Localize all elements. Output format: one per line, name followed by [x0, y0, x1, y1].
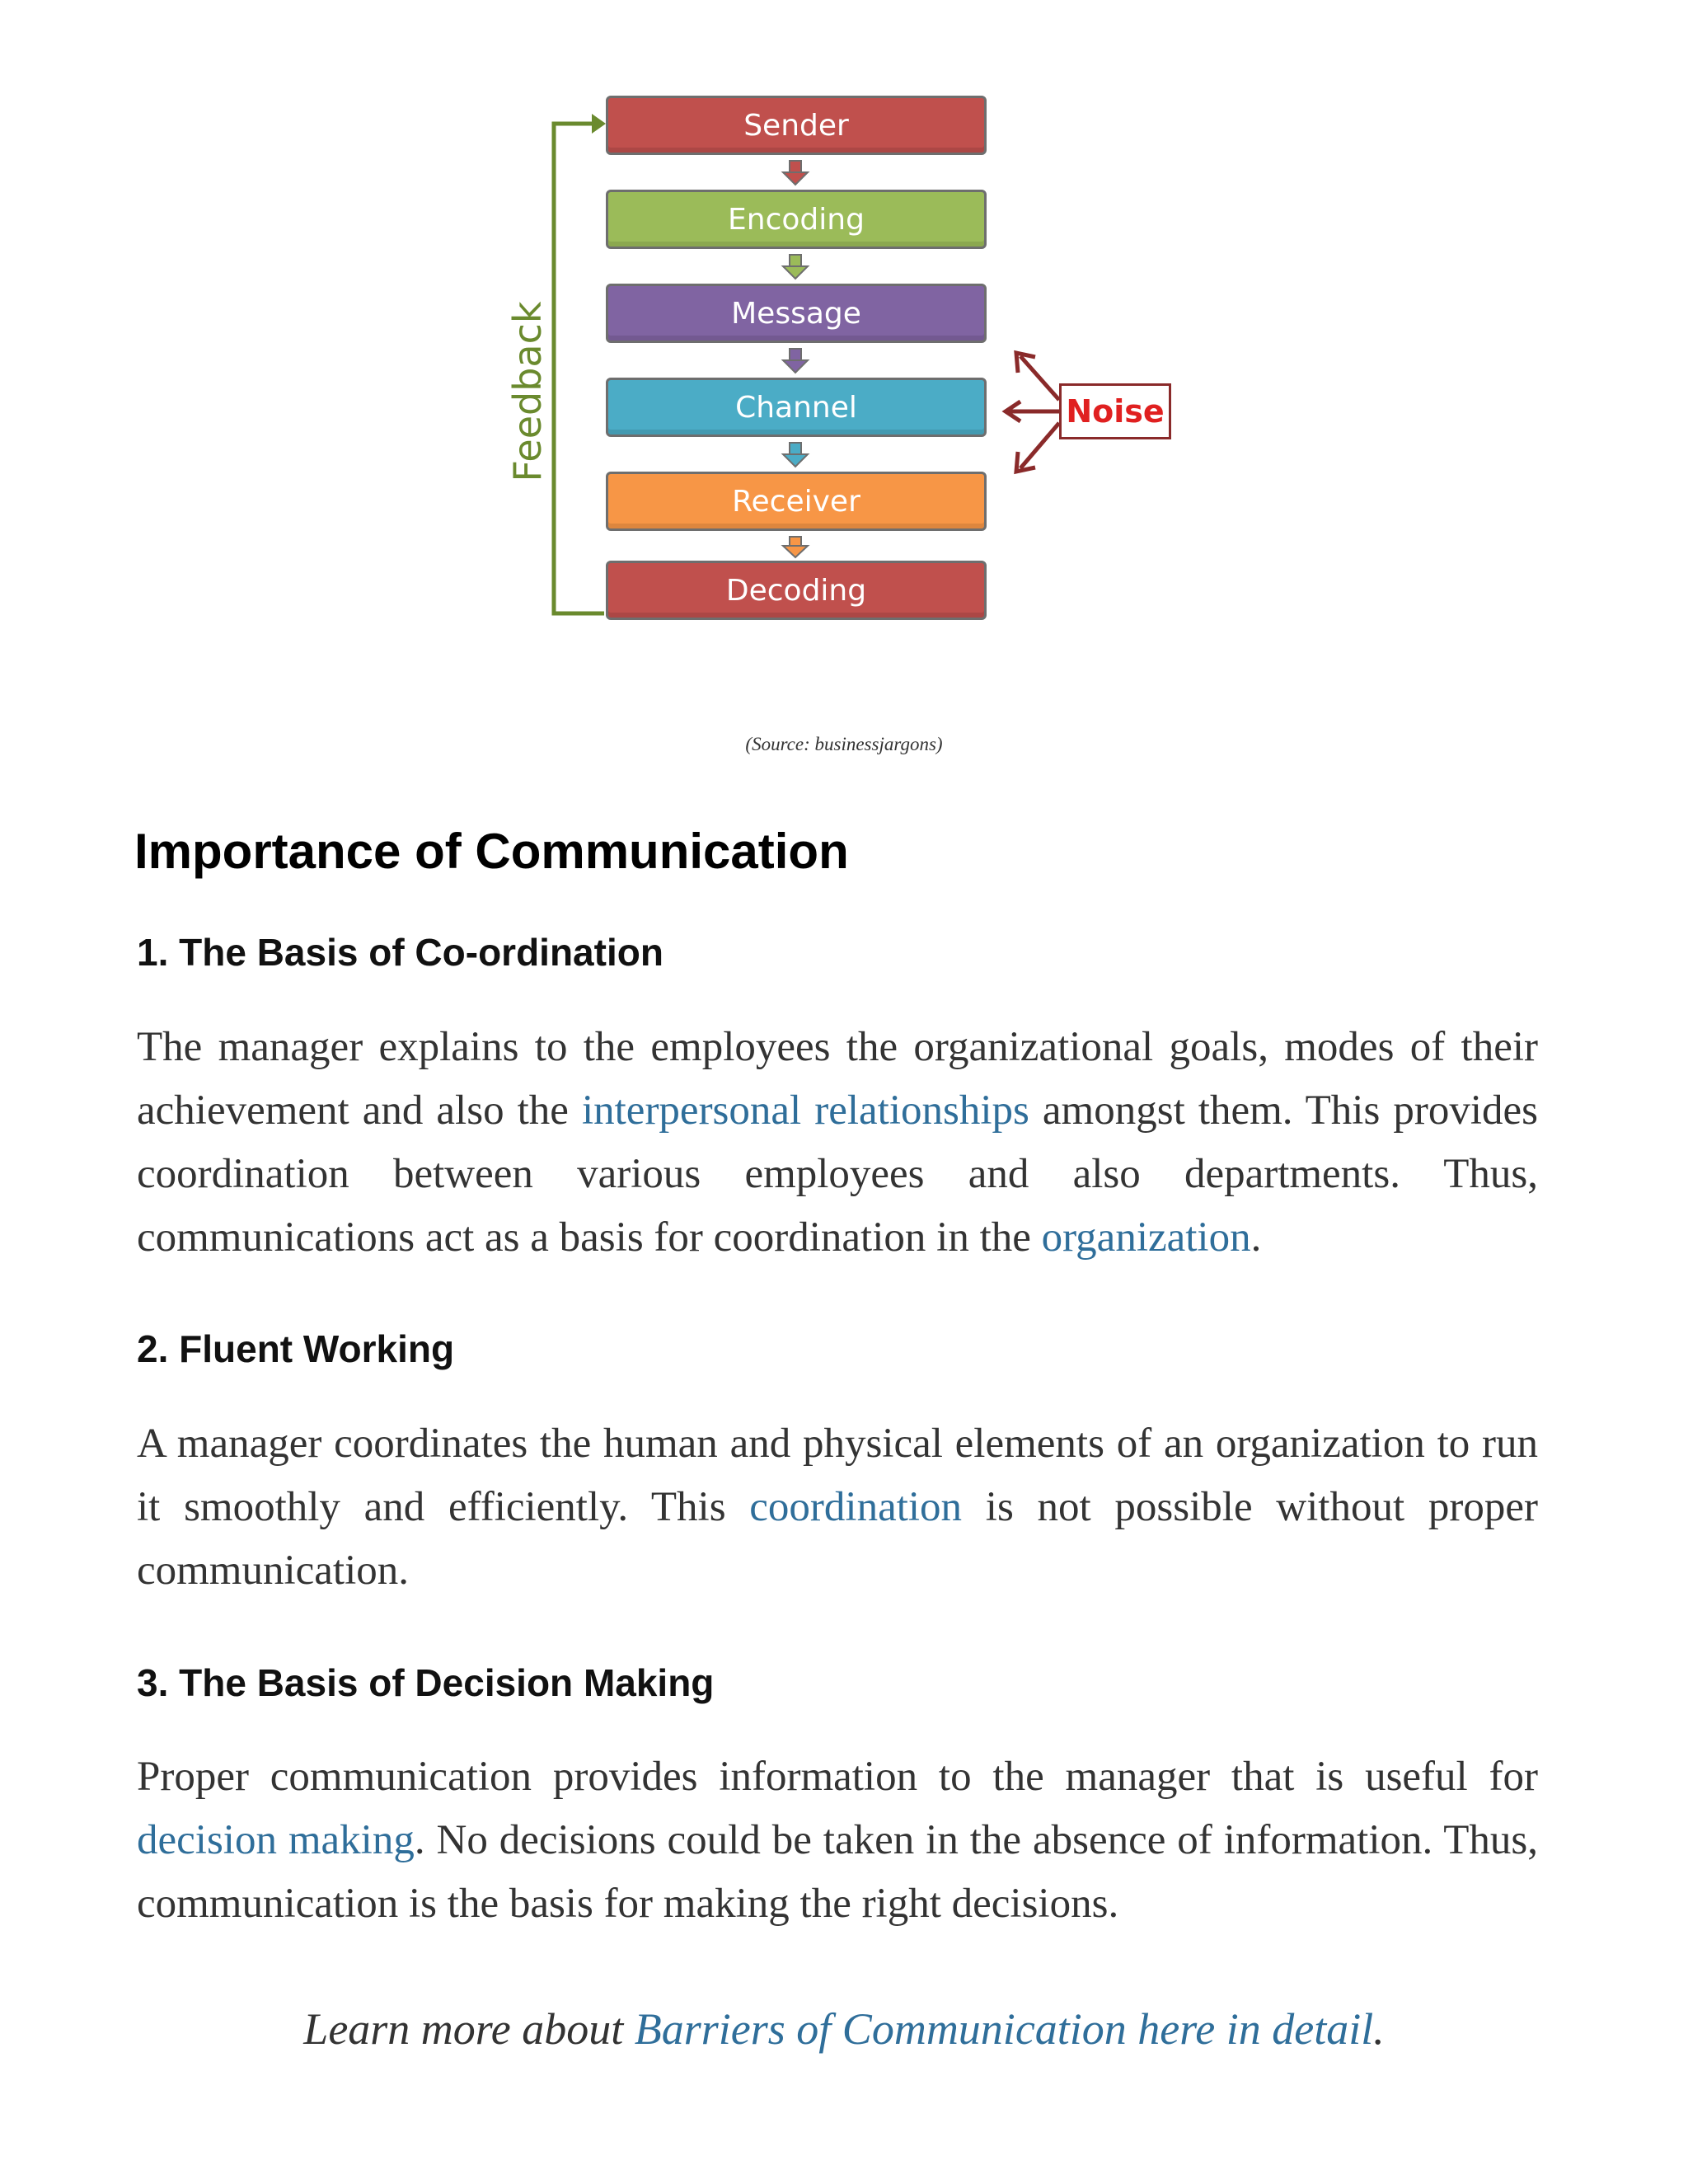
image-caption: (Source: businessjargons) — [745, 734, 943, 754]
down-arrow-2 — [783, 255, 808, 279]
box-encoding: Encoding — [606, 190, 987, 249]
paragraph-coordination — [137, 1016, 1538, 1270]
subheading-fluent-working: 2. Fluent Working — [137, 1327, 455, 1370]
text: The manager explains to the employees the organizational goals, modes of their achievement and also the — [137, 1024, 1538, 1134]
link-decision-making[interactable]: decision making — [137, 1817, 415, 1863]
link-organization[interactable]: organization — [1041, 1214, 1251, 1261]
box-channel: Channel — [606, 378, 987, 437]
paragraph-fluent-working — [137, 1412, 1538, 1603]
subheading-decision-making: 3. The Basis of Decision Making — [137, 1661, 715, 1704]
down-arrow-3 — [783, 349, 808, 373]
box-sender: Sender — [606, 96, 987, 155]
link-coordination[interactable]: coordination — [749, 1484, 963, 1530]
down-arrow-4 — [783, 443, 808, 467]
feedback-arrowhead — [592, 114, 606, 134]
text: amongst them. This provides coordination between various employees and also departments. Thus, communications act as a basis for coordination in the — [137, 1087, 1538, 1261]
text: . No decisions could be taken in the absence of information. Thus, communication is the basis for making the right decisions. — [137, 1817, 1538, 1927]
feedback-label: Feedback — [505, 301, 550, 482]
down-arrow-5 — [783, 537, 808, 557]
box-receiver: Receiver — [606, 472, 987, 531]
text: is not possible without proper communication. — [137, 1484, 1538, 1594]
noise-arrows — [1006, 353, 1059, 472]
feedback-arrow — [554, 124, 604, 613]
box-decoding: Decoding — [606, 561, 987, 620]
paragraph-decision-making — [137, 1745, 1538, 1936]
noise-label: Noise — [1059, 383, 1171, 439]
section-heading: Importance of Communication — [134, 824, 849, 879]
box-message: Message — [606, 284, 987, 343]
subheading-coordination: 1. The Basis of Co-ordination — [137, 931, 663, 974]
learn-more-line — [0, 2003, 1688, 2055]
link-barriers-of-communication[interactable]: Barriers of Communication here in detail — [634, 2004, 1374, 2054]
text: . — [1250, 1214, 1262, 1261]
down-arrow-1 — [783, 161, 808, 185]
text: Proper communication provides information to the manager that is useful for — [137, 1754, 1538, 1800]
link-interpersonal-relationships[interactable]: interpersonal relationships — [581, 1087, 1029, 1134]
text: Learn more about — [303, 2004, 635, 2054]
text: A manager coordinates the human and physical elements of an organization to run it smoothly and efficiently. This — [137, 1421, 1538, 1530]
text: . — [1373, 2004, 1385, 2054]
